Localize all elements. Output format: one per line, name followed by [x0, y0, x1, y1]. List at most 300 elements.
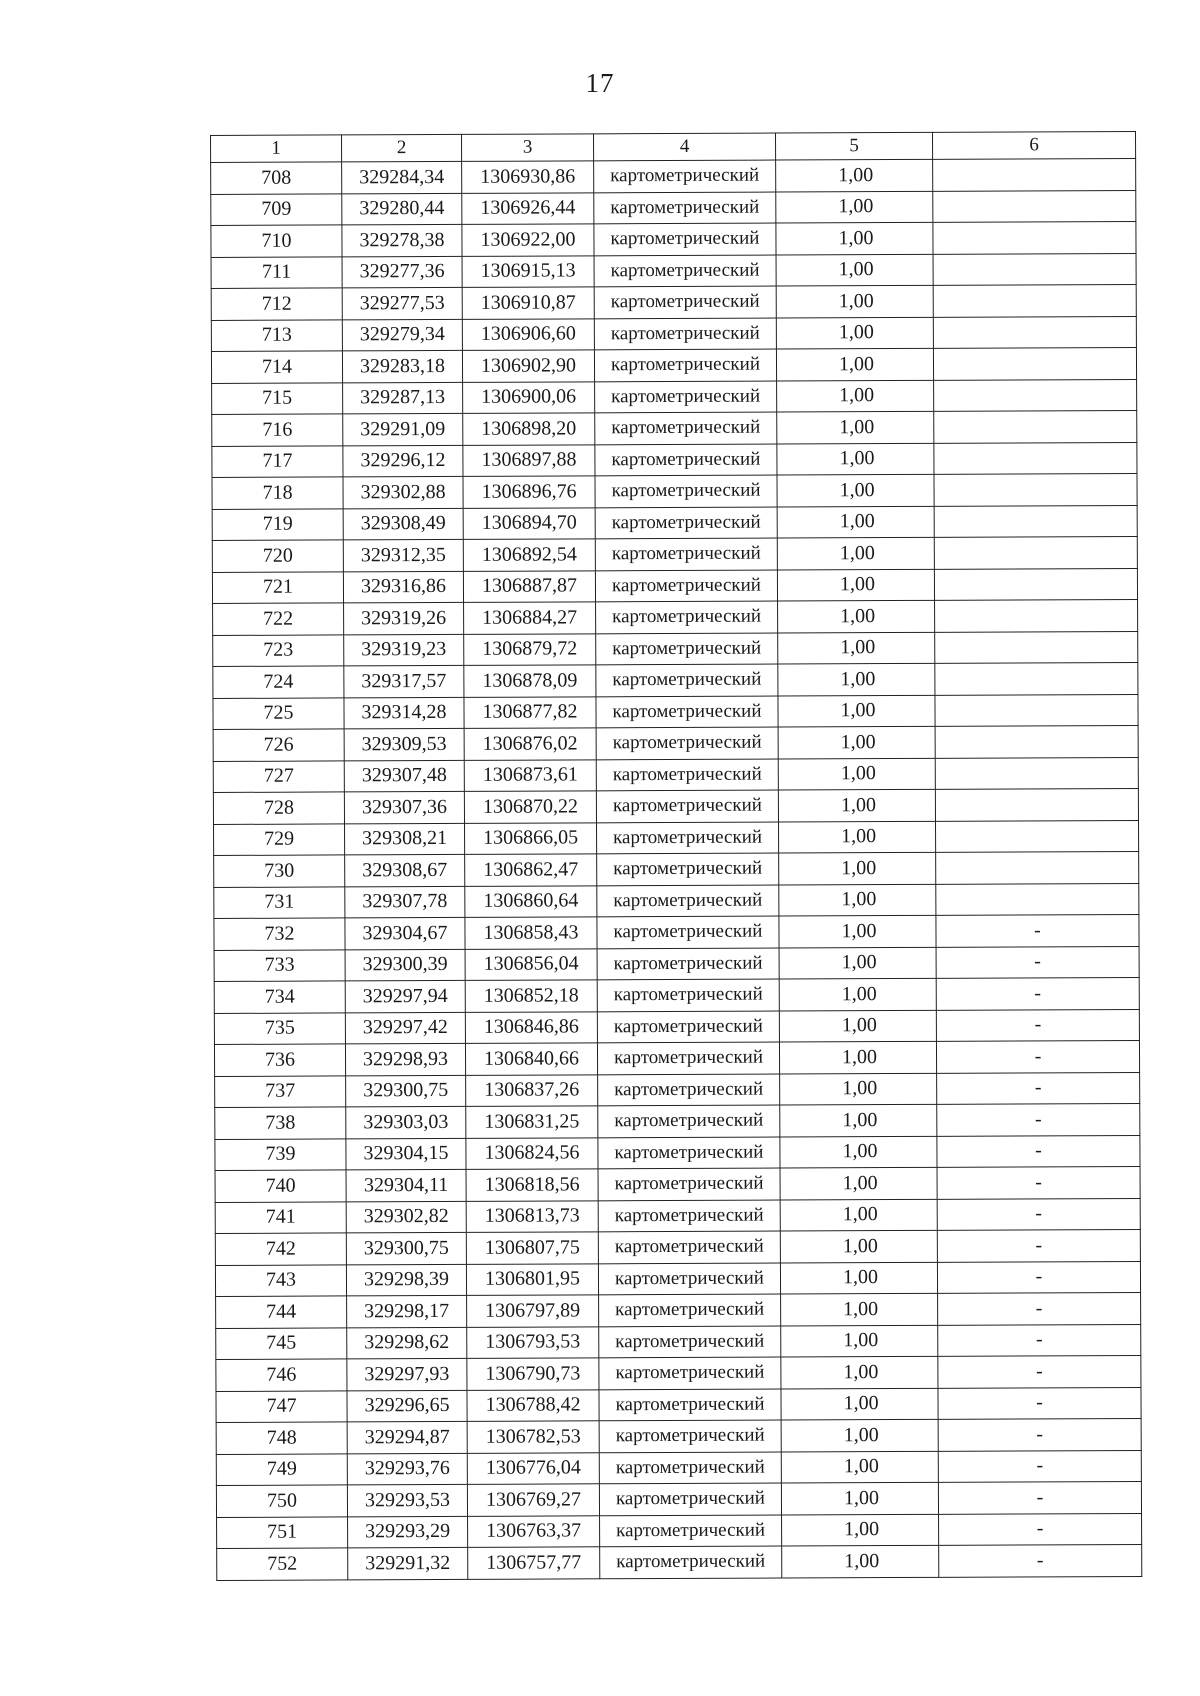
cell-accuracy: 1,00	[779, 947, 936, 979]
cell-coord-x: 329287,13	[343, 382, 463, 414]
cell-coord-y: 1306782,53	[467, 1421, 599, 1453]
cell-point-number: 745	[216, 1327, 347, 1359]
header-cell-2: 2	[342, 134, 462, 162]
table-row	[212, 536, 1137, 572]
cell-note	[933, 158, 1136, 190]
cell-note	[934, 442, 1137, 474]
cell-point-number: 729	[214, 823, 345, 855]
cell-method: картометрический	[599, 1452, 781, 1484]
cell-point-number: 712	[211, 288, 342, 320]
table-row	[214, 883, 1139, 919]
table-row	[213, 725, 1138, 761]
cell-accuracy: 1,00	[778, 758, 935, 790]
cell-accuracy: 1,00	[778, 726, 935, 758]
table-row	[215, 1103, 1140, 1139]
cell-coord-x: 329312,35	[343, 539, 463, 571]
cell-point-number: 748	[216, 1422, 347, 1454]
cell-point-number: 722	[213, 603, 344, 635]
cell-accuracy: 1,00	[779, 1010, 936, 1042]
cell-point-number: 714	[211, 351, 342, 383]
cell-accuracy: 1,00	[777, 380, 934, 412]
cell-note: -	[937, 1261, 1140, 1293]
cell-method: картометрический	[599, 1326, 781, 1358]
cell-coord-x: 329277,36	[342, 256, 462, 288]
cell-accuracy: 1,00	[777, 506, 934, 538]
cell-coord-x: 329302,82	[346, 1201, 466, 1233]
cell-coord-x: 329293,76	[347, 1453, 467, 1485]
cell-accuracy: 1,00	[776, 348, 933, 380]
cell-coord-x: 329297,42	[345, 1012, 465, 1044]
cell-coord-y: 1306858,43	[465, 917, 597, 949]
cell-note	[935, 599, 1138, 631]
cell-coord-y: 1306892,54	[463, 539, 595, 571]
cell-method: картометрический	[598, 1105, 780, 1137]
cell-point-number: 733	[214, 949, 345, 981]
cell-accuracy: 1,00	[776, 317, 933, 349]
cell-coord-y: 1306813,73	[466, 1200, 598, 1232]
cell-method: картометрический	[597, 916, 779, 948]
cell-method: картометрический	[597, 979, 779, 1011]
cell-accuracy: 1,00	[782, 1545, 939, 1577]
table-row	[212, 473, 1137, 509]
cell-coord-y: 1306926,44	[462, 192, 594, 224]
cell-point-number: 725	[213, 697, 344, 729]
cell-coord-x: 329319,23	[344, 634, 464, 666]
cell-coord-y: 1306897,88	[463, 444, 595, 476]
cell-coord-x: 329296,12	[343, 445, 463, 477]
cell-point-number: 739	[215, 1138, 346, 1170]
cell-accuracy: 1,00	[781, 1388, 938, 1420]
cell-note	[933, 190, 1136, 222]
cell-coord-x: 329309,53	[344, 728, 464, 760]
cell-note: -	[939, 1513, 1142, 1545]
table-row	[215, 1261, 1140, 1297]
cell-coord-x: 329308,21	[345, 823, 465, 855]
cell-note: -	[937, 1103, 1140, 1135]
cell-accuracy: 1,00	[779, 852, 936, 884]
cell-coord-y: 1306763,37	[468, 1515, 600, 1547]
cell-coord-x: 329307,78	[345, 886, 465, 918]
cell-coord-x: 329304,67	[345, 917, 465, 949]
cell-point-number: 715	[212, 382, 343, 414]
cell-method: картометрический	[594, 318, 776, 350]
cell-accuracy: 1,00	[781, 1419, 938, 1451]
table-row	[213, 757, 1138, 793]
cell-method: картометрический	[599, 1294, 781, 1326]
table-row	[216, 1355, 1141, 1391]
cell-coord-y: 1306837,26	[466, 1074, 598, 1106]
table-row	[214, 820, 1139, 856]
cell-note	[934, 536, 1137, 568]
cell-accuracy: 1,00	[776, 285, 933, 317]
cell-method: картометрический	[596, 601, 778, 633]
cell-method: картометрический	[596, 664, 778, 696]
cell-point-number: 717	[212, 445, 343, 477]
cell-point-number: 751	[217, 1516, 348, 1548]
cell-note	[933, 253, 1136, 285]
cell-coord-x: 329278,38	[342, 224, 462, 256]
table-row	[216, 1450, 1141, 1486]
cell-point-number: 746	[216, 1359, 347, 1391]
cell-method: картометрический	[598, 1200, 780, 1232]
cell-note: -	[937, 1198, 1140, 1230]
table-row	[212, 379, 1137, 415]
cell-method: картометрический	[595, 381, 777, 413]
cell-method: картометрический	[594, 192, 776, 224]
cell-accuracy: 1,00	[780, 1104, 937, 1136]
cell-point-number: 736	[214, 1044, 345, 1076]
cell-note: -	[936, 946, 1139, 978]
cell-coord-x: 329284,34	[342, 161, 462, 193]
cell-point-number: 732	[214, 918, 345, 950]
table-row	[211, 221, 1136, 257]
cell-method: картометрический	[596, 633, 778, 665]
table-row	[214, 977, 1139, 1013]
cell-accuracy: 1,00	[781, 1356, 938, 1388]
cell-point-number: 730	[214, 855, 345, 887]
cell-accuracy: 1,00	[778, 695, 935, 727]
table-row	[213, 631, 1138, 667]
cell-accuracy: 1,00	[780, 1262, 937, 1294]
cell-coord-x: 329291,09	[343, 413, 463, 445]
cell-note: -	[938, 1450, 1141, 1482]
cell-method: картометрический	[599, 1483, 781, 1515]
cell-coord-x: 329317,57	[344, 665, 464, 697]
cell-point-number: 731	[214, 886, 345, 918]
cell-coord-y: 1306807,75	[466, 1232, 598, 1264]
cell-method: картометрический	[595, 444, 777, 476]
cell-method: картометрический	[595, 538, 777, 570]
cell-note: -	[938, 1481, 1141, 1513]
header-cell-1: 1	[211, 135, 342, 163]
cell-accuracy: 1,00	[782, 1514, 939, 1546]
cell-method: картометрический	[595, 412, 777, 444]
cell-note	[935, 788, 1138, 820]
cell-coord-y: 1306896,76	[463, 476, 595, 508]
cell-point-number: 743	[215, 1264, 346, 1296]
cell-coord-y: 1306906,60	[462, 318, 594, 350]
cell-note	[934, 568, 1137, 600]
cell-note: -	[937, 1166, 1140, 1198]
cell-accuracy: 1,00	[776, 254, 933, 286]
table-row	[215, 1229, 1140, 1265]
cell-note: -	[936, 977, 1139, 1009]
cell-coord-y: 1306862,47	[465, 854, 597, 886]
cell-point-number: 718	[212, 477, 343, 509]
cell-method: картометрический	[596, 727, 778, 759]
cell-method: картометрический	[600, 1515, 782, 1547]
cell-method: картометрический	[596, 759, 778, 791]
cell-method: картометрический	[594, 223, 776, 255]
cell-accuracy: 1,00	[779, 821, 936, 853]
cell-coord-x: 329303,03	[346, 1106, 466, 1138]
table-row	[212, 410, 1137, 446]
cell-coord-x: 329304,15	[346, 1138, 466, 1170]
cell-method: картометрический	[597, 822, 779, 854]
cell-coord-y: 1306910,87	[462, 287, 594, 319]
cell-method: картометрический	[597, 853, 779, 885]
cell-accuracy: 1,00	[779, 1041, 936, 1073]
cell-note: -	[938, 1292, 1141, 1324]
cell-accuracy: 1,00	[777, 443, 934, 475]
cell-coord-y: 1306873,61	[464, 759, 596, 791]
cell-note: -	[939, 1544, 1142, 1576]
cell-accuracy: 1,00	[778, 789, 935, 821]
cell-accuracy: 1,00	[780, 1230, 937, 1262]
cell-accuracy: 1,00	[776, 191, 933, 223]
table-row	[212, 568, 1137, 604]
cell-point-number: 709	[211, 193, 342, 225]
cell-coord-y: 1306887,87	[463, 570, 595, 602]
cell-coord-y: 1306824,56	[466, 1137, 598, 1169]
table-row	[214, 851, 1139, 887]
cell-accuracy: 1,00	[781, 1325, 938, 1357]
cell-point-number: 741	[215, 1201, 346, 1233]
cell-coord-x: 329291,32	[348, 1547, 468, 1579]
cell-accuracy: 1,00	[778, 632, 935, 664]
cell-note: -	[936, 914, 1139, 946]
cell-coord-x: 329280,44	[342, 193, 462, 225]
cell-coord-y: 1306930,86	[462, 161, 594, 193]
cell-coord-y: 1306846,86	[465, 1011, 597, 1043]
cell-point-number: 713	[211, 319, 342, 351]
cell-method: картометрический	[598, 1137, 780, 1169]
cell-coord-x: 329296,65	[347, 1390, 467, 1422]
cell-point-number: 719	[212, 508, 343, 540]
cell-accuracy: 1,00	[776, 222, 933, 254]
cell-coord-x: 329293,53	[347, 1484, 467, 1516]
cell-note: -	[936, 1040, 1139, 1072]
cell-accuracy: 1,00	[781, 1451, 938, 1483]
cell-point-number: 752	[217, 1548, 348, 1580]
cell-coord-x: 329307,36	[344, 791, 464, 823]
table-row	[216, 1481, 1141, 1517]
cell-coord-y: 1306878,09	[464, 665, 596, 697]
cell-coord-x: 329298,62	[347, 1327, 467, 1359]
table-body	[211, 158, 1142, 1580]
cell-coord-x: 329297,93	[347, 1358, 467, 1390]
cell-point-number: 750	[216, 1485, 347, 1517]
cell-coord-x: 329300,75	[346, 1075, 466, 1107]
cell-method: картометрический	[594, 286, 776, 318]
cell-method: картометрический	[597, 1042, 779, 1074]
cell-coord-x: 329298,93	[345, 1043, 465, 1075]
cell-coord-y: 1306876,02	[464, 728, 596, 760]
cell-point-number: 711	[211, 256, 342, 288]
table-header-row	[211, 131, 1136, 162]
cell-method: картометрический	[597, 948, 779, 980]
cell-coord-y: 1306793,53	[467, 1326, 599, 1358]
table-row	[214, 1040, 1139, 1076]
cell-coord-y: 1306900,06	[463, 381, 595, 413]
cell-coord-x: 329298,17	[347, 1295, 467, 1327]
table-row	[215, 1072, 1140, 1108]
cell-coord-y: 1306852,18	[465, 980, 597, 1012]
cell-accuracy: 1,00	[776, 159, 933, 191]
cell-point-number: 737	[215, 1075, 346, 1107]
cell-method: картометрический	[595, 475, 777, 507]
cell-coord-y: 1306877,82	[464, 696, 596, 728]
cell-coord-y: 1306818,56	[466, 1169, 598, 1201]
table-row	[213, 599, 1138, 635]
cell-note	[934, 505, 1137, 537]
cell-note	[935, 694, 1138, 726]
cell-method: картометрический	[598, 1168, 780, 1200]
cell-note	[935, 820, 1138, 852]
cell-point-number: 749	[216, 1453, 347, 1485]
cell-coord-x: 329308,49	[343, 508, 463, 540]
cell-coord-y: 1306866,05	[465, 822, 597, 854]
cell-coord-x: 329277,53	[342, 287, 462, 319]
cell-coord-x: 329279,34	[342, 319, 462, 351]
cell-coord-x: 329302,88	[343, 476, 463, 508]
cell-point-number: 728	[213, 792, 344, 824]
table-row	[214, 946, 1139, 982]
cell-coord-y: 1306894,70	[463, 507, 595, 539]
table-row	[215, 1198, 1140, 1234]
cell-coord-x: 329304,11	[346, 1169, 466, 1201]
cell-accuracy: 1,00	[780, 1136, 937, 1168]
cell-note: -	[938, 1324, 1141, 1356]
cell-note: -	[937, 1229, 1140, 1261]
table-row	[211, 190, 1136, 226]
cell-method: картометрический	[596, 696, 778, 728]
header-cell-3: 3	[461, 134, 593, 162]
cell-coord-x: 329308,67	[345, 854, 465, 886]
table-row	[214, 914, 1139, 950]
cell-method: картометрический	[594, 349, 776, 381]
cell-point-number: 724	[213, 666, 344, 698]
table-row	[212, 442, 1137, 478]
cell-point-number: 716	[212, 414, 343, 446]
cell-accuracy: 1,00	[779, 978, 936, 1010]
coordinates-table	[210, 131, 1142, 1581]
cell-method: картометрический	[598, 1231, 780, 1263]
cell-note: -	[937, 1072, 1140, 1104]
table-row	[216, 1387, 1141, 1423]
cell-coord-y: 1306902,90	[462, 350, 594, 382]
cell-coord-y: 1306840,66	[465, 1043, 597, 1075]
cell-accuracy: 1,00	[781, 1293, 938, 1325]
cell-point-number: 735	[214, 1012, 345, 1044]
table-row	[211, 316, 1136, 352]
cell-note	[934, 410, 1137, 442]
cell-method: картометрический	[597, 1011, 779, 1043]
cell-coord-x: 329294,87	[347, 1421, 467, 1453]
cell-point-number: 708	[211, 162, 342, 194]
cell-method: картометрический	[594, 255, 776, 287]
cell-accuracy: 1,00	[777, 474, 934, 506]
table-row	[216, 1292, 1141, 1328]
cell-note	[935, 662, 1138, 694]
cell-note: -	[938, 1418, 1141, 1450]
table-row	[211, 284, 1136, 320]
cell-coord-x: 329293,29	[348, 1516, 468, 1548]
cell-note	[935, 725, 1138, 757]
cell-method: картометрический	[597, 885, 779, 917]
cell-accuracy: 1,00	[777, 569, 934, 601]
table-row	[211, 253, 1136, 289]
cell-method: картометрический	[599, 1389, 781, 1421]
cell-accuracy: 1,00	[781, 1482, 938, 1514]
cell-accuracy: 1,00	[780, 1073, 937, 1105]
cell-method: картометрический	[599, 1420, 781, 1452]
cell-coord-x: 329319,26	[344, 602, 464, 634]
cell-accuracy: 1,00	[778, 600, 935, 632]
cell-accuracy: 1,00	[779, 884, 936, 916]
cell-note	[933, 284, 1136, 316]
cell-method: картометрический	[595, 570, 777, 602]
cell-note	[934, 473, 1137, 505]
cell-method: картометрический	[595, 507, 777, 539]
table-row	[216, 1324, 1141, 1360]
table-row	[214, 1009, 1139, 1045]
cell-coord-y: 1306870,22	[464, 791, 596, 823]
table-row	[213, 662, 1138, 698]
cell-coord-y: 1306788,42	[467, 1389, 599, 1421]
cell-note	[934, 379, 1137, 411]
cell-point-number: 723	[213, 634, 344, 666]
cell-accuracy: 1,00	[777, 411, 934, 443]
cell-point-number: 744	[216, 1296, 347, 1328]
page-number: 17	[585, 68, 615, 98]
cell-note: -	[937, 1135, 1140, 1167]
cell-coord-x: 329300,75	[346, 1232, 466, 1264]
cell-point-number: 710	[211, 225, 342, 257]
cell-coord-x: 329297,94	[345, 980, 465, 1012]
table-row	[213, 788, 1138, 824]
table-row	[215, 1166, 1140, 1202]
cell-method: картометрический	[598, 1074, 780, 1106]
cell-accuracy: 1,00	[777, 537, 934, 569]
cell-coord-y: 1306860,64	[465, 885, 597, 917]
cell-coord-y: 1306797,89	[467, 1295, 599, 1327]
cell-coord-y: 1306757,77	[468, 1547, 600, 1579]
cell-note	[935, 631, 1138, 663]
cell-point-number: 738	[215, 1107, 346, 1139]
cell-method: картометрический	[600, 1546, 782, 1578]
cell-note: -	[938, 1387, 1141, 1419]
cell-coord-y: 1306922,00	[462, 224, 594, 256]
cell-accuracy: 1,00	[780, 1167, 937, 1199]
cell-note: -	[936, 1009, 1139, 1041]
cell-point-number: 734	[214, 981, 345, 1013]
cell-coord-x: 329283,18	[342, 350, 462, 382]
table-row	[211, 347, 1136, 383]
cell-accuracy: 1,00	[778, 663, 935, 695]
table-row	[216, 1418, 1141, 1454]
cell-coord-y: 1306856,04	[465, 948, 597, 980]
cell-coord-y: 1306831,25	[466, 1106, 598, 1138]
cell-method: картометрический	[598, 1263, 780, 1295]
cell-coord-y: 1306769,27	[467, 1484, 599, 1516]
table-row	[217, 1544, 1142, 1580]
table-row	[215, 1135, 1140, 1171]
cell-coord-x: 329316,86	[343, 571, 463, 603]
header-cell-4: 4	[593, 133, 775, 161]
table-row	[211, 158, 1136, 194]
cell-coord-x: 329314,28	[344, 697, 464, 729]
cell-coord-x: 329298,39	[346, 1264, 466, 1296]
cell-point-number: 742	[215, 1233, 346, 1265]
cell-method: картометрический	[599, 1357, 781, 1389]
cell-coord-y: 1306915,13	[462, 255, 594, 287]
table-row	[217, 1513, 1142, 1549]
cell-point-number: 720	[212, 540, 343, 572]
cell-accuracy: 1,00	[780, 1199, 937, 1231]
cell-coord-y: 1306801,95	[466, 1263, 598, 1295]
cell-note	[933, 347, 1136, 379]
